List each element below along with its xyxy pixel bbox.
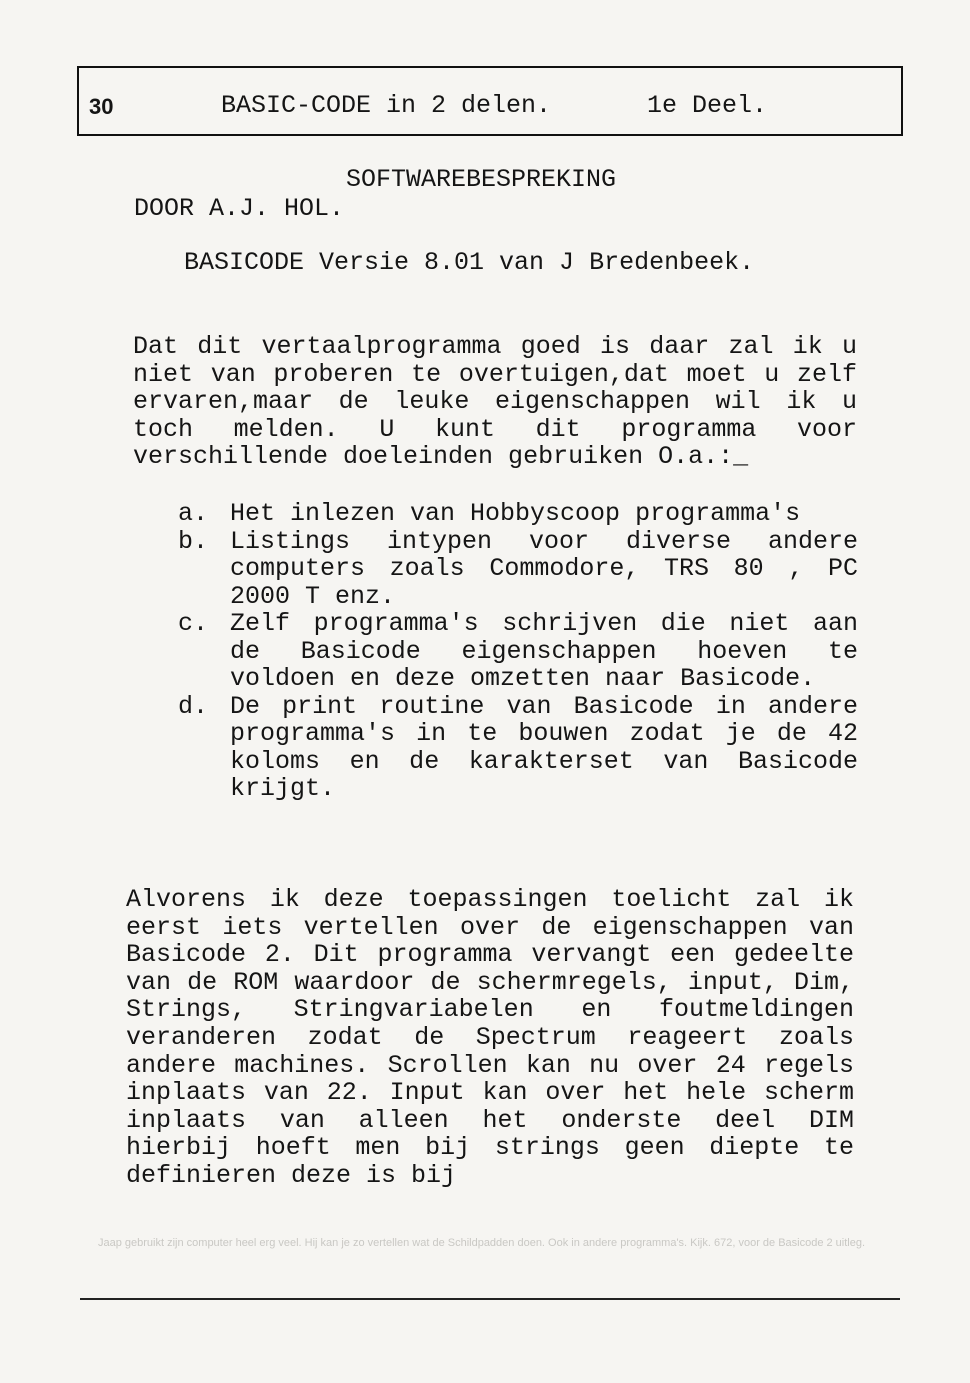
intro-paragraph (133, 333, 857, 471)
list-item (178, 500, 858, 528)
list-marker: a. (178, 499, 209, 528)
faded-footnote: Jaap gebruikt zijn computer heel erg veel. Hij kan je zo vertellen wat de Schildpadden doen. Ook in andere programma's. Kijk. 672, voor de Basicode 2 uitleg. (98, 1237, 866, 1249)
list-marker: d. (178, 691, 209, 721)
intro-text: Dat dit vertaalprogramma goed is daar zal ik u niet van proberen te overtuigen,dat moet u zelf ervaren,maar de leuke eigenschappen wil ik u toch melden. U kunt dit programma voor verschillende doeleinden gebruiken O.a.:_ (133, 332, 857, 471)
list-marker: b. (178, 526, 209, 556)
page-number: 30 (89, 94, 114, 119)
article-subtitle: BASICODE Versie 8.01 van J Bredenbeek. (184, 248, 755, 277)
list-item (178, 693, 858, 803)
list-item-text: De print routine van Basicode in andere programma's in te bouwen zodat je de 42 koloms en de karakterset van Basicode krijgt. (230, 691, 858, 803)
header-part: 1e Deel. (647, 91, 768, 120)
list-item-text: Zelf programma's schrijven die niet aan de Basicode eigenschappen hoeven te voldoen en deze omzetten naar Basicode. (230, 609, 858, 693)
list-marker: c. (178, 609, 209, 638)
author-line: DOOR A.J. HOL. (134, 194, 345, 223)
header-title: BASIC-CODE in 2 delen. (221, 91, 552, 120)
page-header (77, 66, 903, 136)
bottom-rule (80, 1298, 900, 1300)
list-item (178, 610, 858, 693)
body-paragraph: Alvorens ik deze toepassingen toelicht zal ik eerst iets vertellen over de eigenschappen van Basicode 2. Dit programma vervangt een gedeelte van de ROM waardoor de schermregels, input, Dim, Strings, Stringvariabelen en foutmeldingen veranderen zodat de Spectrum reageert zoals andere machines. Scrollen kan nu over 24 regels inplaats van 22. Input kan over het hele scherm inplaats van alleen het onderste deel DIM hierbij hoeft men bij strings geen diepte te definieren deze is bij (126, 885, 854, 1190)
list-item (178, 528, 858, 611)
section-title: SOFTWAREBESPREKING (346, 165, 617, 194)
list-item-text: Het inlezen van Hobbyscoop programma's (230, 499, 801, 528)
usage-list (178, 500, 858, 803)
list-item-text: Listings intypen voor diverse andere computers zoals Commodore, TRS 80 , PC 2000 T enz. (230, 526, 858, 611)
